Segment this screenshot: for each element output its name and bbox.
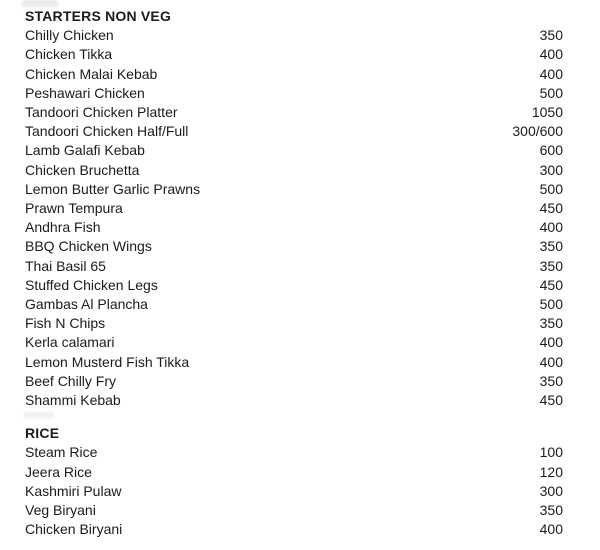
item-name: Peshawari Chicken	[25, 84, 145, 101]
item-price: 400	[539, 46, 563, 63]
item-name: Shammi Kebab	[25, 392, 121, 409]
item-name: Chicken Bruchetta	[25, 161, 140, 178]
scan-artifact-top	[22, 0, 58, 7]
item-price: 300	[539, 482, 563, 499]
menu-item-row	[25, 463, 563, 482]
scan-artifact-mid	[24, 412, 54, 418]
menu-item-row	[25, 520, 563, 539]
item-name: Gambas Al Plancha	[25, 296, 148, 313]
menu-item-row	[25, 26, 563, 45]
item-name: Chilly Chicken	[25, 27, 114, 44]
menu-item-row	[25, 501, 563, 520]
item-price: 400	[539, 65, 563, 82]
item-name: Chicken Biryani	[25, 521, 123, 538]
item-price: 500	[539, 296, 563, 313]
item-name: Lemon Musterd Fish Tikka	[25, 353, 190, 370]
item-name: Tandoori Chicken Half/Full	[25, 123, 189, 140]
menu-item-row	[25, 218, 563, 237]
item-name: Kerla calamari	[25, 334, 115, 351]
item-price: 300/600	[512, 123, 563, 140]
item-name: Prawn Tempura	[25, 200, 123, 217]
section-rows	[25, 26, 563, 410]
item-price: 450	[539, 276, 563, 293]
item-name: Tandoori Chicken Platter	[25, 104, 178, 121]
menu-item-row	[25, 180, 563, 199]
item-name: Lamb Galafi Kebab	[25, 142, 145, 159]
menu-item-row	[25, 65, 563, 84]
section-title: STARTERS NON VEG	[25, 8, 172, 24]
item-price: 400	[539, 334, 563, 351]
menu-item-row	[25, 482, 563, 501]
item-price: 450	[539, 200, 563, 217]
item-price: 350	[539, 315, 563, 332]
item-name: Thai Basil 65	[25, 257, 106, 274]
section-rows	[25, 443, 563, 539]
item-price: 120	[539, 463, 563, 480]
menu-item-row	[25, 353, 563, 372]
menu-item-row	[25, 45, 563, 64]
item-price: 100	[539, 444, 563, 461]
item-price: 350	[539, 372, 563, 389]
item-name: BBQ Chicken Wings	[25, 238, 152, 255]
menu-item-row	[25, 372, 563, 391]
item-name: Beef Chilly Fry	[25, 372, 117, 389]
item-name: Stuffed Chicken Legs	[25, 276, 158, 293]
item-price: 400	[539, 353, 563, 370]
item-price: 600	[539, 142, 563, 159]
menu-item-row	[25, 103, 563, 122]
item-name: Chicken Tikka	[25, 46, 113, 63]
menu-section	[25, 7, 563, 410]
menu-list	[25, 7, 563, 539]
menu-item-row	[25, 199, 563, 218]
item-name: Kashmiri Pulaw	[25, 482, 122, 499]
menu-section	[25, 424, 563, 539]
item-price: 500	[539, 180, 563, 197]
item-price: 350	[539, 502, 563, 519]
menu-item-row	[25, 84, 563, 103]
menu-item-row	[25, 333, 563, 352]
item-price: 350	[539, 27, 563, 44]
menu-item-row	[25, 314, 563, 333]
item-price: 350	[539, 238, 563, 255]
item-name: Fish N Chips	[25, 315, 106, 332]
item-name: Steam Rice	[25, 444, 98, 461]
menu-item-row	[25, 295, 563, 314]
item-price: 1050	[531, 104, 563, 121]
item-price: 400	[539, 521, 563, 538]
item-name: Veg Biryani	[25, 502, 96, 519]
item-price: 350	[539, 257, 563, 274]
item-price: 400	[539, 219, 563, 236]
menu-item-row	[25, 122, 563, 141]
section-title: RICE	[25, 425, 60, 442]
menu-item-row	[25, 237, 563, 256]
item-name: Andhra Fish	[25, 219, 101, 236]
menu-item-row	[25, 161, 563, 180]
menu-item-row	[25, 443, 563, 462]
item-price: 500	[539, 84, 563, 101]
menu-item-row	[25, 141, 563, 160]
item-price: 300	[539, 161, 563, 178]
item-name: Chicken Malai Kebab	[25, 65, 158, 82]
item-price: 450	[539, 392, 563, 409]
item-name: Jeera Rice	[25, 463, 92, 480]
item-name: Lemon Butter Garlic Prawns	[25, 180, 201, 197]
menu-item-row	[25, 257, 563, 276]
menu-item-row	[25, 391, 563, 410]
menu-item-row	[25, 276, 563, 295]
